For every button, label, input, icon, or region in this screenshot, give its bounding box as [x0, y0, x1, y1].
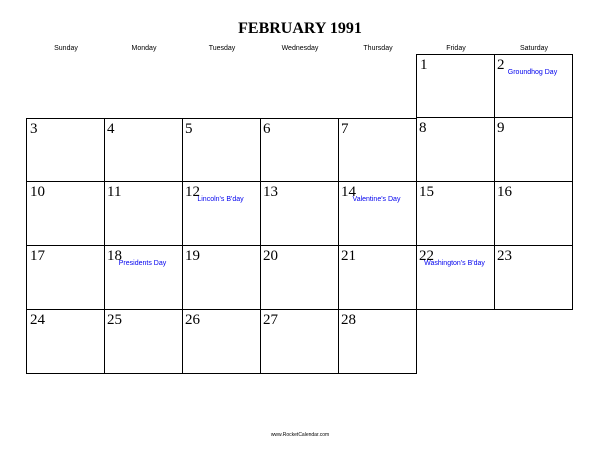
weekday-header-tuesday: Tuesday — [208, 45, 236, 52]
weekday-header-sunday: Sunday — [54, 45, 78, 52]
day-cell — [416, 118, 495, 182]
day-cell — [338, 310, 417, 374]
weekday-header-thursday: Thursday — [363, 45, 393, 52]
day-cell — [26, 118, 105, 182]
day-number: 16 — [497, 184, 512, 200]
day-number: 3 — [30, 121, 38, 137]
day-number: 26 — [185, 312, 200, 328]
day-cell — [494, 54, 573, 118]
holiday-label: Valentine's Day — [352, 196, 401, 203]
day-cell — [182, 246, 261, 310]
day-cell — [182, 310, 261, 374]
day-cell — [338, 246, 417, 310]
day-cell — [26, 310, 105, 374]
day-number: 14 — [341, 184, 356, 200]
day-number: 23 — [497, 248, 512, 264]
day-number: 9 — [497, 120, 505, 136]
day-number: 5 — [185, 121, 193, 137]
day-number: 2 — [497, 57, 505, 73]
day-number: 18 — [107, 248, 122, 264]
day-number: 13 — [263, 184, 278, 200]
day-cell — [104, 310, 183, 374]
day-number: 7 — [341, 121, 349, 137]
calendar-title: FEBRUARY 1991 — [238, 20, 362, 37]
day-number: 1 — [420, 57, 428, 73]
holiday-label: Lincoln's B'day — [197, 196, 244, 203]
day-number: 20 — [263, 248, 278, 264]
day-number: 6 — [263, 121, 271, 137]
day-cell — [416, 54, 495, 118]
weekday-header-wednesday: Wednesday — [281, 45, 319, 52]
day-cell — [416, 246, 495, 310]
weekday-header-saturday: Saturday — [519, 45, 549, 52]
day-cell — [104, 182, 183, 246]
day-cell — [338, 182, 417, 246]
day-number: 22 — [419, 248, 434, 264]
day-number: 28 — [341, 312, 356, 328]
day-number: 8 — [419, 120, 427, 136]
day-number: 25 — [107, 312, 122, 328]
day-number: 4 — [107, 121, 115, 137]
holiday-label: Washington's B'day — [424, 260, 485, 267]
day-number: 27 — [263, 312, 278, 328]
day-number: 19 — [185, 248, 200, 264]
weekday-header-monday: Monday — [131, 45, 157, 52]
day-number: 24 — [30, 312, 45, 328]
day-cell — [104, 246, 183, 310]
day-cell — [416, 182, 495, 246]
day-cell — [260, 310, 339, 374]
day-number: 17 — [30, 248, 45, 264]
holiday-label: Presidents Day — [118, 260, 167, 267]
day-cell — [494, 182, 573, 246]
day-cell — [260, 246, 339, 310]
holiday-label: Groundhog Day — [507, 69, 558, 76]
day-cell — [260, 182, 339, 246]
day-cell — [338, 118, 417, 182]
day-cell — [260, 118, 339, 182]
day-number: 10 — [30, 184, 45, 200]
weekday-header-friday: Friday — [446, 45, 466, 52]
day-cell — [26, 246, 105, 310]
day-cell — [494, 246, 573, 310]
day-cell — [104, 118, 183, 182]
day-number: 12 — [185, 184, 200, 200]
day-number: 21 — [341, 248, 356, 264]
day-cell — [494, 118, 573, 182]
day-cell — [26, 182, 105, 246]
day-cell — [182, 182, 261, 246]
day-cell — [182, 118, 261, 182]
day-number: 15 — [419, 184, 434, 200]
footer-url: www.RocketCalendar.com — [270, 432, 330, 438]
day-number: 11 — [107, 184, 122, 200]
